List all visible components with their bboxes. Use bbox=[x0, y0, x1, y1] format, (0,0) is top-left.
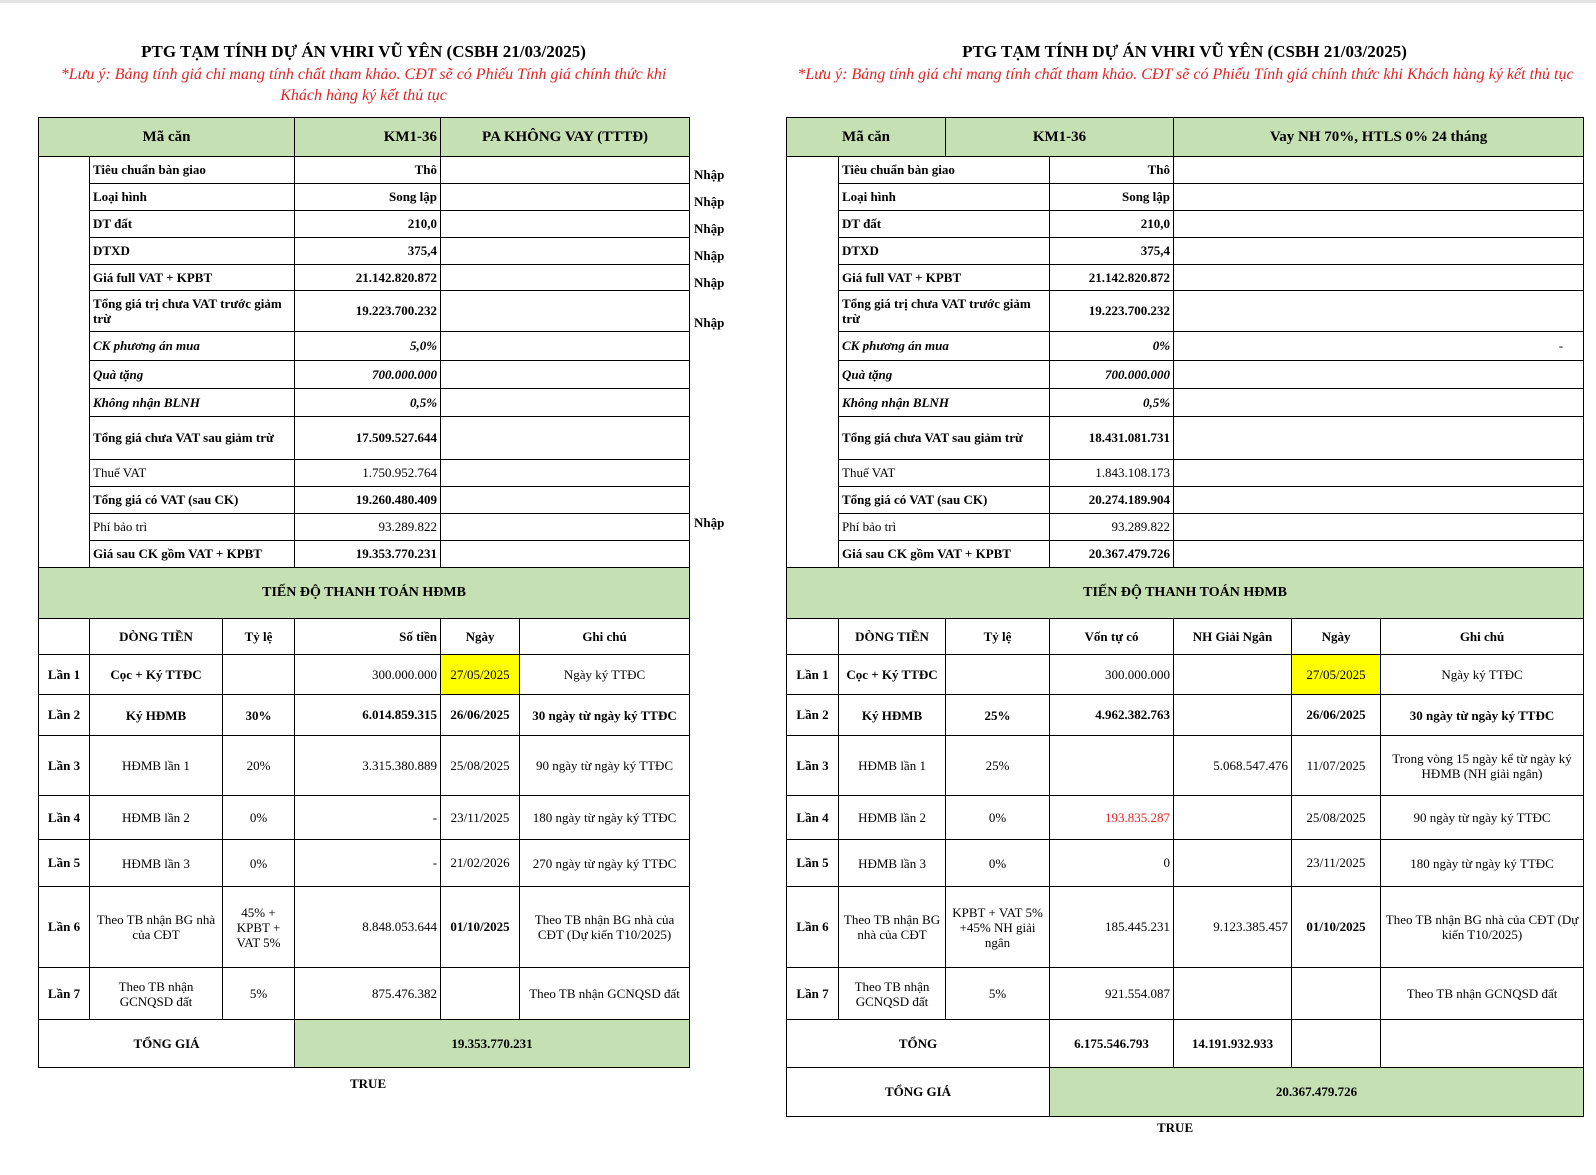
input-marker: Nhập bbox=[694, 515, 725, 530]
info-extra bbox=[441, 417, 690, 460]
input-marker: Nhập bbox=[694, 221, 725, 236]
installment-rate: 5% bbox=[946, 968, 1050, 1020]
installment-index: Lần 7 bbox=[39, 968, 90, 1020]
schedule-title-row bbox=[787, 568, 1584, 619]
col-header: Ghi chú bbox=[1381, 619, 1584, 655]
installment-date: 11/07/2025 bbox=[1292, 736, 1381, 796]
info-row bbox=[39, 211, 690, 238]
installment-note: 90 ngày từ ngày ký TTĐC bbox=[1381, 796, 1584, 840]
installment-note: 30 ngày từ ngày ký TTĐC bbox=[520, 695, 690, 736]
info-label: Tổng giá trị chưa VAT trước giảm trừ bbox=[90, 291, 295, 332]
info-row bbox=[787, 184, 1584, 211]
installment-index: Lần 6 bbox=[39, 887, 90, 968]
info-value: 210,0 bbox=[295, 211, 441, 238]
payment-plan-name: Vay NH 70%, HTLS 0% 24 tháng bbox=[1174, 118, 1584, 157]
installment-row bbox=[787, 736, 1584, 796]
info-value: 19.260.480.409 bbox=[295, 487, 441, 514]
installment-date: 21/02/2026 bbox=[441, 840, 520, 887]
info-row bbox=[787, 389, 1584, 417]
sum-empty bbox=[1292, 1020, 1381, 1068]
info-value: Thô bbox=[295, 157, 441, 184]
info-extra bbox=[1174, 541, 1584, 568]
installment-date: 01/10/2025 bbox=[441, 887, 520, 968]
info-extra bbox=[1174, 460, 1584, 487]
installment-date: 25/08/2025 bbox=[441, 736, 520, 796]
installment-note: Theo TB nhận BG nhà của CĐT (Dự kiến T10/2025) bbox=[1381, 887, 1584, 968]
sheet-title: PTG TẠM TÍNH DỰ ÁN VHRI VŨ YÊN (CSBH 21/03/2025) bbox=[962, 42, 1407, 61]
installment-note: Ngày ký TTĐC bbox=[1381, 655, 1584, 695]
info-label: Tổng giá trị chưa VAT trước giảm trừ bbox=[839, 291, 1050, 332]
check-result: TRUE bbox=[1157, 1120, 1194, 1135]
info-row bbox=[39, 238, 690, 265]
check-result: TRUE bbox=[350, 1076, 387, 1091]
info-value: 1.750.952.764 bbox=[295, 460, 441, 487]
info-extra bbox=[1174, 291, 1584, 332]
sum-empty bbox=[1381, 1020, 1584, 1068]
payment-plan-name: PA KHÔNG VAY (TTTĐ) bbox=[441, 118, 690, 157]
installment-own-capital: 193.835.287 bbox=[1050, 796, 1174, 840]
installment-date bbox=[1292, 968, 1381, 1020]
installment-row bbox=[39, 796, 690, 840]
installment-index: Lần 3 bbox=[787, 736, 839, 796]
info-row bbox=[39, 460, 690, 487]
installment-date: 26/06/2025 bbox=[441, 695, 520, 736]
installment-bank-disbursement bbox=[1174, 796, 1292, 840]
col-header: Ngày bbox=[441, 619, 520, 655]
info-label: Tổng giá có VAT (sau CK) bbox=[90, 487, 295, 514]
info-extra bbox=[441, 184, 690, 211]
info-row bbox=[787, 291, 1584, 332]
col-header: Ghi chú bbox=[520, 619, 690, 655]
installment-index: Lần 6 bbox=[787, 887, 839, 968]
installment-date: 23/11/2025 bbox=[441, 796, 520, 840]
col-header: Ngày bbox=[1292, 619, 1381, 655]
info-value: 18.431.081.731 bbox=[1050, 417, 1174, 460]
info-value: 19.223.700.232 bbox=[295, 291, 441, 332]
info-row bbox=[39, 265, 690, 291]
installment-bank-disbursement bbox=[1174, 840, 1292, 887]
installment-index: Lần 2 bbox=[787, 695, 839, 736]
info-value: 17.509.527.644 bbox=[295, 417, 441, 460]
installment-amount: 300.000.000 bbox=[295, 655, 441, 695]
installment-rate: 25% bbox=[946, 736, 1050, 796]
info-row bbox=[39, 184, 690, 211]
installment-flow: Theo TB nhận GCNQSD đất bbox=[90, 968, 223, 1020]
installment-row bbox=[787, 695, 1584, 736]
info-extra bbox=[1174, 184, 1584, 211]
col-header: DÒNG TIỀN bbox=[90, 619, 223, 655]
info-value: 93.289.822 bbox=[1050, 514, 1174, 541]
input-marker: Nhập bbox=[694, 248, 725, 263]
info-label: CK phương án mua bbox=[839, 332, 1050, 361]
disclaimer-note: *Lưu ý: Bảng tính giá chỉ mang tính chất tham khảo. CĐT sẽ có Phiếu Tính giá chính thức khi Khách hàng ký kết thủ tục bbox=[60, 66, 667, 104]
info-row bbox=[787, 361, 1584, 389]
installment-flow: HĐMB lần 2 bbox=[90, 796, 223, 840]
info-value: 1.843.108.173 bbox=[1050, 460, 1174, 487]
info-label: CK phương án mua bbox=[90, 332, 295, 361]
installment-flow: HĐMB lần 3 bbox=[90, 840, 223, 887]
info-value: 375,4 bbox=[295, 238, 441, 265]
installment-flow: Cọc + Ký TTĐC bbox=[839, 655, 946, 695]
info-extra bbox=[441, 389, 690, 417]
installment-amount: 3.315.380.889 bbox=[295, 736, 441, 796]
info-label: Không nhận BLNH bbox=[90, 389, 295, 417]
installment-index: Lần 1 bbox=[39, 655, 90, 695]
info-label: Quà tặng bbox=[90, 361, 295, 389]
info-value: 0,5% bbox=[295, 389, 441, 417]
info-extra bbox=[1174, 238, 1584, 265]
installment-rate: KPBT + VAT 5% +45% NH giải ngân bbox=[946, 887, 1050, 968]
installment-flow: HĐMB lần 1 bbox=[90, 736, 223, 796]
col-header: Tỷ lệ bbox=[946, 619, 1050, 655]
total-row bbox=[39, 1020, 690, 1068]
installment-row bbox=[787, 887, 1584, 968]
installment-rate: 25% bbox=[946, 695, 1050, 736]
installment-rate: 5% bbox=[223, 968, 295, 1020]
info-label: Phí bảo trì bbox=[839, 514, 1050, 541]
installment-own-capital: 300.000.000 bbox=[1050, 655, 1174, 695]
sum-own-capital: 6.175.546.793 bbox=[1050, 1020, 1174, 1068]
info-label: Giá full VAT + KPBT bbox=[90, 265, 295, 291]
unit-code-label: Mã căn bbox=[39, 118, 295, 157]
installment-own-capital: 185.445.231 bbox=[1050, 887, 1174, 968]
installment-row bbox=[787, 840, 1584, 887]
disclaimer-note: *Lưu ý: Bảng tính giá chỉ mang tính chất tham khảo. CĐT sẽ có Phiếu Tính giá chính thức khi Khách hàng ký kết thủ tục bbox=[797, 66, 1574, 83]
installment-note: Theo TB nhận GCNQSD đất bbox=[1381, 968, 1584, 1020]
installment-date: 26/06/2025 bbox=[1292, 695, 1381, 736]
installment-date: 27/05/2025 bbox=[441, 655, 520, 695]
col-header: Tỷ lệ bbox=[223, 619, 295, 655]
installment-flow: Theo TB nhận BG nhà của CĐT bbox=[90, 887, 223, 968]
info-extra bbox=[1174, 211, 1584, 238]
schedule-header-row bbox=[787, 619, 1584, 655]
installment-flow: Ký HĐMB bbox=[839, 695, 946, 736]
info-row bbox=[39, 514, 690, 541]
col-header-index bbox=[787, 619, 839, 655]
installment-bank-disbursement bbox=[1174, 655, 1292, 695]
info-label: Tổng giá có VAT (sau CK) bbox=[839, 487, 1050, 514]
total-label: TỔNG GIÁ bbox=[787, 1068, 1050, 1117]
installment-rate: 0% bbox=[223, 796, 295, 840]
info-row bbox=[787, 514, 1584, 541]
info-value: 19.353.770.231 bbox=[295, 541, 441, 568]
total-row bbox=[787, 1068, 1584, 1117]
installment-note: 180 ngày từ ngày ký TTĐC bbox=[520, 796, 690, 840]
installment-index: Lần 4 bbox=[787, 796, 839, 840]
schedule-title: TIẾN ĐỘ THANH TOÁN HĐMB bbox=[39, 568, 690, 619]
price-table bbox=[786, 117, 1584, 1117]
installment-flow: Ký HĐMB bbox=[90, 695, 223, 736]
info-row bbox=[39, 487, 690, 514]
info-row bbox=[39, 157, 690, 184]
info-label: Tiêu chuẩn bàn giao bbox=[90, 157, 295, 184]
info-extra bbox=[441, 265, 690, 291]
installment-rate bbox=[223, 655, 295, 695]
info-label: Tổng giá chưa VAT sau giảm trừ bbox=[90, 417, 295, 460]
total-value: 20.367.479.726 bbox=[1050, 1068, 1584, 1117]
info-label: DTXD bbox=[839, 238, 1050, 265]
info-gutter bbox=[787, 157, 839, 568]
unit-code-value: KM1-36 bbox=[946, 118, 1174, 157]
info-row bbox=[787, 157, 1584, 184]
info-label: Tiêu chuẩn bàn giao bbox=[839, 157, 1050, 184]
info-extra bbox=[1174, 389, 1584, 417]
top-border bbox=[0, 0, 1596, 3]
installment-index: Lần 1 bbox=[787, 655, 839, 695]
installment-bank-disbursement bbox=[1174, 968, 1292, 1020]
installment-row bbox=[39, 887, 690, 968]
installment-bank-disbursement bbox=[1174, 695, 1292, 736]
info-row bbox=[39, 332, 690, 361]
info-label: Loại hình bbox=[839, 184, 1050, 211]
installment-amount: - bbox=[295, 796, 441, 840]
input-marker: Nhập bbox=[694, 194, 725, 209]
info-row bbox=[39, 361, 690, 389]
installment-rate: 45% + KPBT + VAT 5% bbox=[223, 887, 295, 968]
installment-bank-disbursement: 5.068.547.476 bbox=[1174, 736, 1292, 796]
info-row bbox=[39, 291, 690, 332]
installment-date: 25/08/2025 bbox=[1292, 796, 1381, 840]
installment-note: 180 ngày từ ngày ký TTĐC bbox=[1381, 840, 1584, 887]
col-header: Vốn tự có bbox=[1050, 619, 1174, 655]
installment-index: Lần 7 bbox=[787, 968, 839, 1020]
installment-row bbox=[39, 736, 690, 796]
info-extra bbox=[441, 291, 690, 332]
installment-date bbox=[441, 968, 520, 1020]
installment-row bbox=[39, 968, 690, 1020]
info-extra bbox=[1174, 157, 1584, 184]
info-label: Thuế VAT bbox=[90, 460, 295, 487]
installment-rate: 0% bbox=[946, 840, 1050, 887]
total-label: TỔNG GIÁ bbox=[39, 1020, 295, 1068]
info-value: 210,0 bbox=[1050, 211, 1174, 238]
sum-label: TỔNG bbox=[787, 1020, 1050, 1068]
info-value: 0% bbox=[1050, 332, 1174, 361]
installment-amount: 6.014.859.315 bbox=[295, 695, 441, 736]
info-value: 19.223.700.232 bbox=[1050, 291, 1174, 332]
unit-code-value: KM1-36 bbox=[295, 118, 441, 157]
info-value: 375,4 bbox=[1050, 238, 1174, 265]
installment-note: Ngày ký TTĐC bbox=[520, 655, 690, 695]
sum-bank-disbursement: 14.191.932.933 bbox=[1174, 1020, 1292, 1068]
installment-own-capital: 4.962.382.763 bbox=[1050, 695, 1174, 736]
sheet-title: PTG TẠM TÍNH DỰ ÁN VHRI VŨ YÊN (CSBH 21/03/2025) bbox=[141, 42, 586, 61]
installment-rate: 20% bbox=[223, 736, 295, 796]
installment-note: Theo TB nhận BG nhà của CĐT (Dự kiến T10/2025) bbox=[520, 887, 690, 968]
info-row bbox=[787, 265, 1584, 291]
info-extra bbox=[441, 460, 690, 487]
info-row bbox=[39, 417, 690, 460]
info-value: 700.000.000 bbox=[1050, 361, 1174, 389]
installment-bank-disbursement: 9.123.385.457 bbox=[1174, 887, 1292, 968]
info-extra bbox=[1174, 361, 1584, 389]
info-value: 21.142.820.872 bbox=[1050, 265, 1174, 291]
info-value: 20.274.189.904 bbox=[1050, 487, 1174, 514]
installment-amount: 875.476.382 bbox=[295, 968, 441, 1020]
info-row bbox=[787, 417, 1584, 460]
info-extra bbox=[441, 157, 690, 184]
info-label: Không nhận BLNH bbox=[839, 389, 1050, 417]
installment-flow: Cọc + Ký TTĐC bbox=[90, 655, 223, 695]
installment-index: Lần 5 bbox=[787, 840, 839, 887]
info-label: Giá full VAT + KPBT bbox=[839, 265, 1050, 291]
info-label: Quà tặng bbox=[839, 361, 1050, 389]
installment-date: 01/10/2025 bbox=[1292, 887, 1381, 968]
installment-rate: 0% bbox=[223, 840, 295, 887]
info-row bbox=[787, 332, 1584, 361]
info-extra bbox=[441, 211, 690, 238]
info-value: 0,5% bbox=[1050, 389, 1174, 417]
info-value: Song lập bbox=[1050, 184, 1174, 211]
input-marker: Nhập bbox=[694, 167, 725, 182]
installment-index: Lần 5 bbox=[39, 840, 90, 887]
installment-amount: 8.848.053.644 bbox=[295, 887, 441, 968]
info-value: 93.289.822 bbox=[295, 514, 441, 541]
installment-note: 90 ngày từ ngày ký TTĐC bbox=[520, 736, 690, 796]
installment-own-capital bbox=[1050, 736, 1174, 796]
col-header: Số tiền bbox=[295, 619, 441, 655]
info-row bbox=[787, 541, 1584, 568]
installment-note: 30 ngày từ ngày ký TTĐC bbox=[1381, 695, 1584, 736]
info-label: Phí bảo trì bbox=[90, 514, 295, 541]
info-label: Loại hình bbox=[90, 184, 295, 211]
info-label: Thuế VAT bbox=[839, 460, 1050, 487]
installment-row bbox=[787, 796, 1584, 840]
input-marker: Nhập bbox=[694, 275, 725, 290]
unit-code-label: Mã căn bbox=[787, 118, 946, 157]
installment-index: Lần 2 bbox=[39, 695, 90, 736]
installment-flow: Theo TB nhận BG nhà của CĐT bbox=[839, 887, 946, 968]
installment-flow: Theo TB nhận GCNQSD đất bbox=[839, 968, 946, 1020]
info-label: Giá sau CK gồm VAT + KPBT bbox=[90, 541, 295, 568]
info-label: DT đất bbox=[839, 211, 1050, 238]
installment-rate bbox=[946, 655, 1050, 695]
info-row bbox=[39, 541, 690, 568]
installment-row bbox=[39, 655, 690, 695]
installment-note: 270 ngày từ ngày ký TTĐC bbox=[520, 840, 690, 887]
installment-note: Trong vòng 15 ngày kể từ ngày ký HĐMB (NH giải ngân) bbox=[1381, 736, 1584, 796]
schedule-title-row bbox=[39, 568, 690, 619]
installment-rate: 30% bbox=[223, 695, 295, 736]
info-label: DTXD bbox=[90, 238, 295, 265]
schedule-header-row bbox=[39, 619, 690, 655]
installment-rate: 0% bbox=[946, 796, 1050, 840]
total-value: 19.353.770.231 bbox=[295, 1020, 690, 1068]
installment-row bbox=[787, 968, 1584, 1020]
info-extra bbox=[1174, 417, 1584, 460]
info-extra bbox=[1174, 487, 1584, 514]
info-row bbox=[787, 460, 1584, 487]
info-extra bbox=[441, 332, 690, 361]
info-value: Song lập bbox=[295, 184, 441, 211]
installment-date: 27/05/2025 bbox=[1292, 655, 1381, 695]
info-value: Thô bbox=[1050, 157, 1174, 184]
info-extra bbox=[441, 514, 690, 541]
info-extra bbox=[1174, 265, 1584, 291]
schedule-title: TIẾN ĐỘ THANH TOÁN HĐMB bbox=[787, 568, 1584, 619]
info-extra bbox=[1174, 514, 1584, 541]
installment-index: Lần 4 bbox=[39, 796, 90, 840]
info-extra: - bbox=[1174, 332, 1584, 361]
installment-date: 23/11/2025 bbox=[1292, 840, 1381, 887]
installment-amount: - bbox=[295, 840, 441, 887]
info-label: Giá sau CK gồm VAT + KPBT bbox=[839, 541, 1050, 568]
installment-flow: HĐMB lần 1 bbox=[839, 736, 946, 796]
info-row bbox=[787, 211, 1584, 238]
input-marker: Nhập bbox=[694, 315, 725, 330]
info-row bbox=[39, 389, 690, 417]
info-label: Tổng giá chưa VAT sau giảm trừ bbox=[839, 417, 1050, 460]
info-row bbox=[787, 238, 1584, 265]
installment-row bbox=[39, 840, 690, 887]
info-extra bbox=[441, 238, 690, 265]
installment-note: Theo TB nhận GCNQSD đất bbox=[520, 968, 690, 1020]
info-value: 20.367.479.726 bbox=[1050, 541, 1174, 568]
info-extra bbox=[441, 487, 690, 514]
installment-flow: HĐMB lần 2 bbox=[839, 796, 946, 840]
info-extra bbox=[441, 541, 690, 568]
installment-index: Lần 3 bbox=[39, 736, 90, 796]
info-gutter bbox=[39, 157, 90, 568]
installment-own-capital: 0 bbox=[1050, 840, 1174, 887]
info-row bbox=[787, 487, 1584, 514]
installment-own-capital: 921.554.087 bbox=[1050, 968, 1174, 1020]
col-header-index bbox=[39, 619, 90, 655]
info-value: 5,0% bbox=[295, 332, 441, 361]
installment-row bbox=[39, 695, 690, 736]
col-header: DÒNG TIỀN bbox=[839, 619, 946, 655]
price-table bbox=[38, 117, 690, 1068]
sum-row bbox=[787, 1020, 1584, 1068]
installment-flow: HĐMB lần 3 bbox=[839, 840, 946, 887]
info-value: 700.000.000 bbox=[295, 361, 441, 389]
col-header: NH Giải Ngân bbox=[1174, 619, 1292, 655]
info-label: DT đất bbox=[90, 211, 295, 238]
info-value: 21.142.820.872 bbox=[295, 265, 441, 291]
info-extra bbox=[441, 361, 690, 389]
installment-row bbox=[787, 655, 1584, 695]
